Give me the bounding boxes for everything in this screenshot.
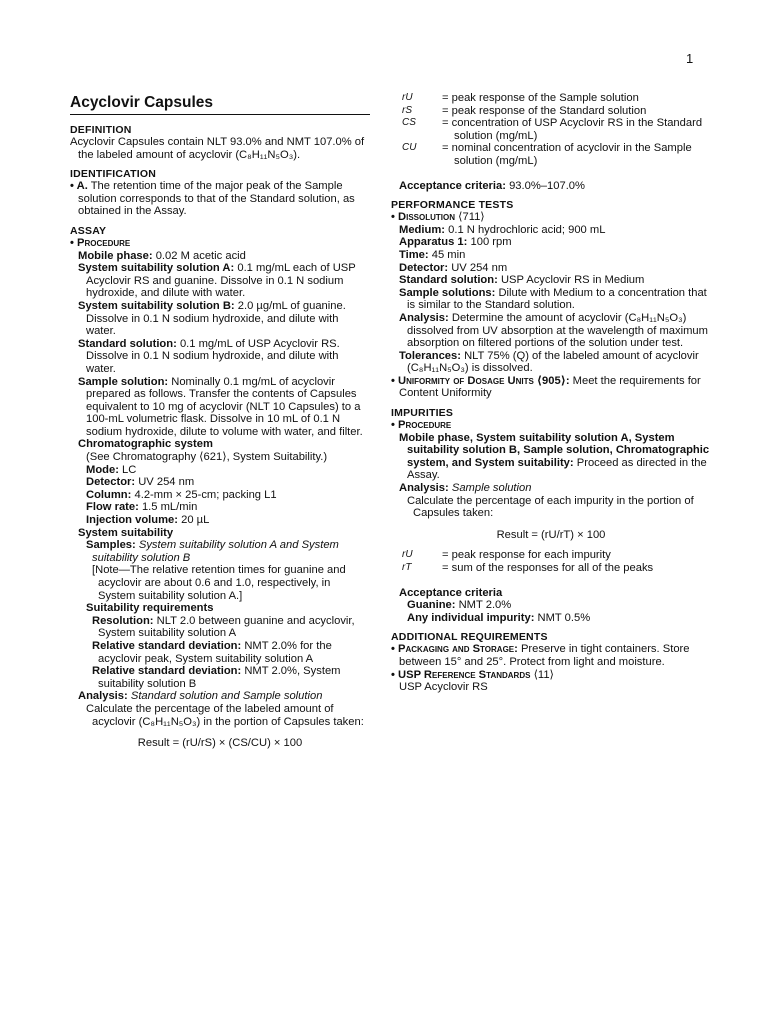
- definition-row: [391, 142, 711, 167]
- document-title: Acyclovir Capsules: [70, 93, 370, 115]
- impurities-analysis-text: Sample solution: [451, 482, 532, 495]
- impurities-mobile-phase: [391, 432, 711, 482]
- mode-text: LC: [122, 463, 137, 476]
- flow-rate: [70, 501, 370, 514]
- impurities-formula: Result = (rU/rT) × 100: [496, 528, 606, 541]
- flow-rate-text: 1.5 mL/min: [141, 501, 198, 514]
- assay-formula: Result = (rU/rS) × (CS/CU) × 100: [137, 737, 303, 750]
- suitability-requirements-label: Suitability requirements: [86, 602, 214, 615]
- usp-reference-text: USP Acyclovir RS: [399, 681, 488, 694]
- dissolution-sample-text: Dilute with Medium to a concentration that is similar to the Standard solution.: [407, 286, 707, 312]
- dissolution-sample-label: Sample solutions:: [399, 286, 496, 299]
- rsd-a: [70, 640, 370, 665]
- definition-row: [391, 105, 711, 118]
- dissolution-standard-solution: [391, 274, 711, 287]
- any-impurity-text: NMT 0.5%: [537, 611, 591, 624]
- resolution: [70, 615, 370, 640]
- time: [391, 249, 711, 262]
- sample-label: Sample solution:: [78, 375, 169, 388]
- rsd-b-label: Relative standard deviation:: [92, 665, 242, 678]
- impurities-calculation-text: Calculate the percentage of each impurity in the portion of Capsules taken:: [407, 494, 694, 520]
- dissolution-analysis-text: Determine the amount of acyclovir (C₈H₁₁N₅O₃) dissolved from UV absorption at the wavelength of maximum absorption on filtered portions of the solution under test.: [407, 311, 708, 350]
- usp-reference-label: • USP Reference Standards: [391, 668, 531, 681]
- definition-symbol: rU: [402, 92, 413, 103]
- impurities-analysis-label: Analysis:: [399, 482, 449, 495]
- guanine-label: Guanine:: [407, 599, 456, 612]
- assay-analysis-text: Standard solution and Sample solution: [130, 690, 323, 703]
- rsd-b: [70, 665, 370, 690]
- any-impurity-label: Any individual impurity:: [407, 611, 535, 624]
- apparatus: [391, 236, 711, 249]
- acceptance-label: Acceptance criteria:: [399, 179, 506, 192]
- dissolution-ref: ⟨711⟩: [458, 211, 485, 224]
- definition-row: [391, 92, 711, 105]
- definition-symbol: rT: [402, 562, 412, 573]
- dissolution-standard-text: USP Acyclovir RS in Medium: [500, 274, 645, 287]
- definition-row: [391, 562, 711, 575]
- medium-text: 0.1 N hydrochloric acid; 900 mL: [448, 223, 606, 236]
- mobile-phase-label: Mobile phase:: [78, 249, 153, 262]
- left-column: [70, 93, 370, 758]
- performance-tests-heading: PERFORMANCE TESTS: [391, 199, 514, 212]
- definition-symbol: CS: [402, 117, 416, 129]
- udu-label: • Uniformity of Dosage Units: [391, 374, 534, 387]
- usp-reference-standards: [391, 669, 711, 682]
- definition-heading: DEFINITION: [70, 124, 132, 136]
- system-suitability-label: System suitability: [78, 526, 174, 539]
- std-label: Standard solution:: [78, 337, 177, 350]
- assay-formula-definitions: [391, 92, 711, 168]
- detector-text: UV 254 nm: [138, 476, 195, 489]
- injection-volume: [70, 514, 370, 527]
- detector: [70, 476, 370, 489]
- identification-a: [70, 180, 370, 218]
- assay-procedure-label: • Procedure: [70, 236, 131, 249]
- mode: [70, 464, 370, 477]
- any-individual-impurity-limit: [391, 612, 711, 625]
- sample-solution: [70, 376, 370, 439]
- definition-text: = concentration of USP Acyclovir RS in the Standard solution (mg/mL): [442, 117, 703, 142]
- dissolution-analysis-label: Analysis:: [399, 311, 449, 324]
- uniformity-of-dosage-units: [391, 375, 711, 400]
- assay-heading: ASSAY: [70, 224, 107, 237]
- medium: [391, 224, 711, 237]
- apparatus-label: Apparatus 1:: [399, 236, 468, 249]
- usp-reference-ref: ⟨11⟩: [533, 668, 554, 681]
- mobile-phase: [70, 250, 370, 263]
- column-label: Column:: [86, 488, 132, 501]
- resolution-text: NLT 2.0 between guanine and acyclovir, System suitability solution A: [98, 614, 355, 640]
- system-suitability-solution-b: [70, 300, 370, 338]
- rsd-a-text: NMT 2.0% for the acyclovir peak, System suitability solution A: [98, 639, 332, 665]
- resolution-label: Resolution:: [92, 614, 154, 627]
- impurities-analysis: [391, 482, 711, 495]
- identification-heading: IDENTIFICATION: [70, 168, 157, 181]
- impurities-mobile-phase-label: Mobile phase, System suitability solution A, System suitability solution B, Sample solution, Chromatographic system, and System suitability:: [399, 431, 710, 469]
- definition-symbol: CU: [402, 142, 417, 154]
- ssb-text: 2.0 µg/mL of guanine. Dissolve in 0.1 N sodium hydroxide, and dilute with water.: [86, 299, 346, 338]
- definition-text: = peak response of the Sample solution: [442, 92, 639, 104]
- packaging-text: Preserve in tight containers. Store between 15° and 25°. Protect from light and moisture.: [399, 643, 690, 668]
- acceptance-text: 93.0%–107.0%: [509, 179, 585, 192]
- dissolution: [391, 211, 711, 224]
- samples: [70, 539, 370, 564]
- dissolution-analysis: [391, 312, 711, 350]
- apparatus-text: 100 rpm: [470, 236, 512, 249]
- definition-text: = nominal concentration of acyclovir in the Sample solution (mg/mL): [442, 142, 692, 167]
- definition-symbol: rS: [402, 104, 412, 116]
- ssa-text: 0.1 mg/mL each of USP Acyclovir RS and guanine. Dissolve in 0.1 N sodium hydroxide, and dilute with water.: [86, 262, 356, 300]
- udu-text: Meet the requirements for Content Uniformity: [399, 374, 701, 400]
- tolerances-text: NLT 75% (Q) of the labeled amount of acyclovir (C₈H₁₁N₅O₃) is dissolved.: [407, 349, 699, 375]
- dissolution-detector-text: UV 254 nm: [451, 261, 508, 274]
- packaging-label: • Packaging and Storage:: [391, 643, 518, 656]
- standard-solution: [70, 338, 370, 376]
- impurities-acceptance-label: Acceptance criteria: [399, 586, 503, 599]
- impurities-formula-definitions: [391, 549, 711, 574]
- definition-text: Acyclovir Capsules contain NLT 93.0% and NMT 107.0% of the labeled amount of acyclovir (C₈H₁₁N₅O₃).: [70, 136, 365, 161]
- column-text: 4.2-mm × 25-cm; packing L1: [134, 488, 277, 501]
- definition-symbol: rU: [402, 549, 413, 561]
- definition-row: [391, 117, 711, 142]
- ssb-label: System suitability solution B:: [78, 299, 235, 312]
- page-number: 1: [686, 51, 694, 66]
- tolerances-label: Tolerances:: [399, 349, 461, 362]
- rsd-b-text: NMT 2.0%, System suitability solution B: [98, 665, 341, 690]
- samples-text: System suitability solution A and System suitability solution B: [92, 539, 339, 564]
- column: [70, 489, 370, 502]
- chromatography-reference: (See Chromatography ⟨621⟩, System Suitability.): [86, 451, 328, 464]
- dissolution-detector: [391, 262, 711, 275]
- dissolution-sample-solutions: [391, 287, 711, 312]
- tolerances: [391, 350, 711, 375]
- ssa-label: System suitability solution A:: [78, 262, 235, 275]
- samples-label: Samples:: [86, 539, 136, 552]
- impurities-mobile-phase-text: Proceed as directed in the Assay.: [407, 456, 707, 482]
- ident-a-text: The retention time of the major peak of the Sample solution corresponds to that of the Standard solution, as obtained in the Assay.: [78, 180, 355, 218]
- detector-label: Detector:: [86, 476, 136, 489]
- definition-text: = peak response for each impurity: [442, 549, 611, 562]
- impurities-heading: IMPURITIES: [391, 407, 454, 420]
- impurities-procedure-label: • Procedure: [391, 419, 452, 432]
- dissolution-standard-label: Standard solution:: [399, 274, 498, 287]
- assay-analysis-label: Analysis:: [78, 690, 128, 703]
- udu-ref: ⟨905⟩:: [536, 374, 570, 387]
- dissolution-detector-label: Detector:: [399, 261, 449, 274]
- right-column: [391, 92, 711, 694]
- mobile-phase-text: 0.02 M acetic acid: [155, 249, 246, 262]
- definition-text: = sum of the responses for all of the peaks: [442, 562, 654, 574]
- additional-requirements-heading: ADDITIONAL REQUIREMENTS: [391, 631, 548, 644]
- time-text: 45 min: [431, 248, 466, 261]
- definition-text: = peak response of the Standard solution: [442, 104, 647, 117]
- assay-acceptance-criteria: [391, 180, 711, 193]
- dissolution-label: • Dissolution: [391, 211, 455, 224]
- system-suitability-solution-a: [70, 262, 370, 300]
- packaging-and-storage: [391, 643, 711, 668]
- definition-row: [391, 549, 711, 562]
- flow-rate-label: Flow rate:: [86, 501, 139, 514]
- guanine-text: NMT 2.0%: [458, 599, 512, 612]
- std-text: 0.1 mg/mL of USP Acyclovir RS. Dissolve in 0.1 N sodium hydroxide, and dilute with water.: [86, 337, 340, 375]
- medium-label: Medium:: [399, 223, 445, 236]
- time-label: Time:: [399, 248, 429, 261]
- assay-calculation-text: Calculate the percentage of the labeled amount of acyclovir (C₈H₁₁N₅O₃) in the portion of Capsules taken:: [86, 702, 364, 728]
- chromatographic-system-label: Chromatographic system: [78, 438, 213, 451]
- guanine-limit: [391, 599, 711, 612]
- ident-a-label: • A.: [70, 180, 88, 193]
- injection-volume-label: Injection volume:: [86, 514, 178, 527]
- assay-analysis: [70, 690, 370, 703]
- note: [Note—The relative retention times for guanine and acyclovir are about 0.6 and 1.0, respectively, in System suitability solution A.]: [92, 564, 346, 602]
- sample-text: Nominally 0.1 mg/mL of acyclovir prepared as follows. Transfer the contents of Capsules equivalent to 10 mg of acyclovir (NLT 10 Capsules) to a 100-mL volumetric flask. Dissolve in 10 mL of 0.1 N sodium hydroxide, dilute to volume with water, and filter.: [86, 375, 363, 438]
- rsd-a-label: Relative standard deviation:: [92, 639, 242, 652]
- mode-label: Mode:: [86, 463, 119, 476]
- injection-volume-text: 20 µL: [181, 514, 210, 527]
